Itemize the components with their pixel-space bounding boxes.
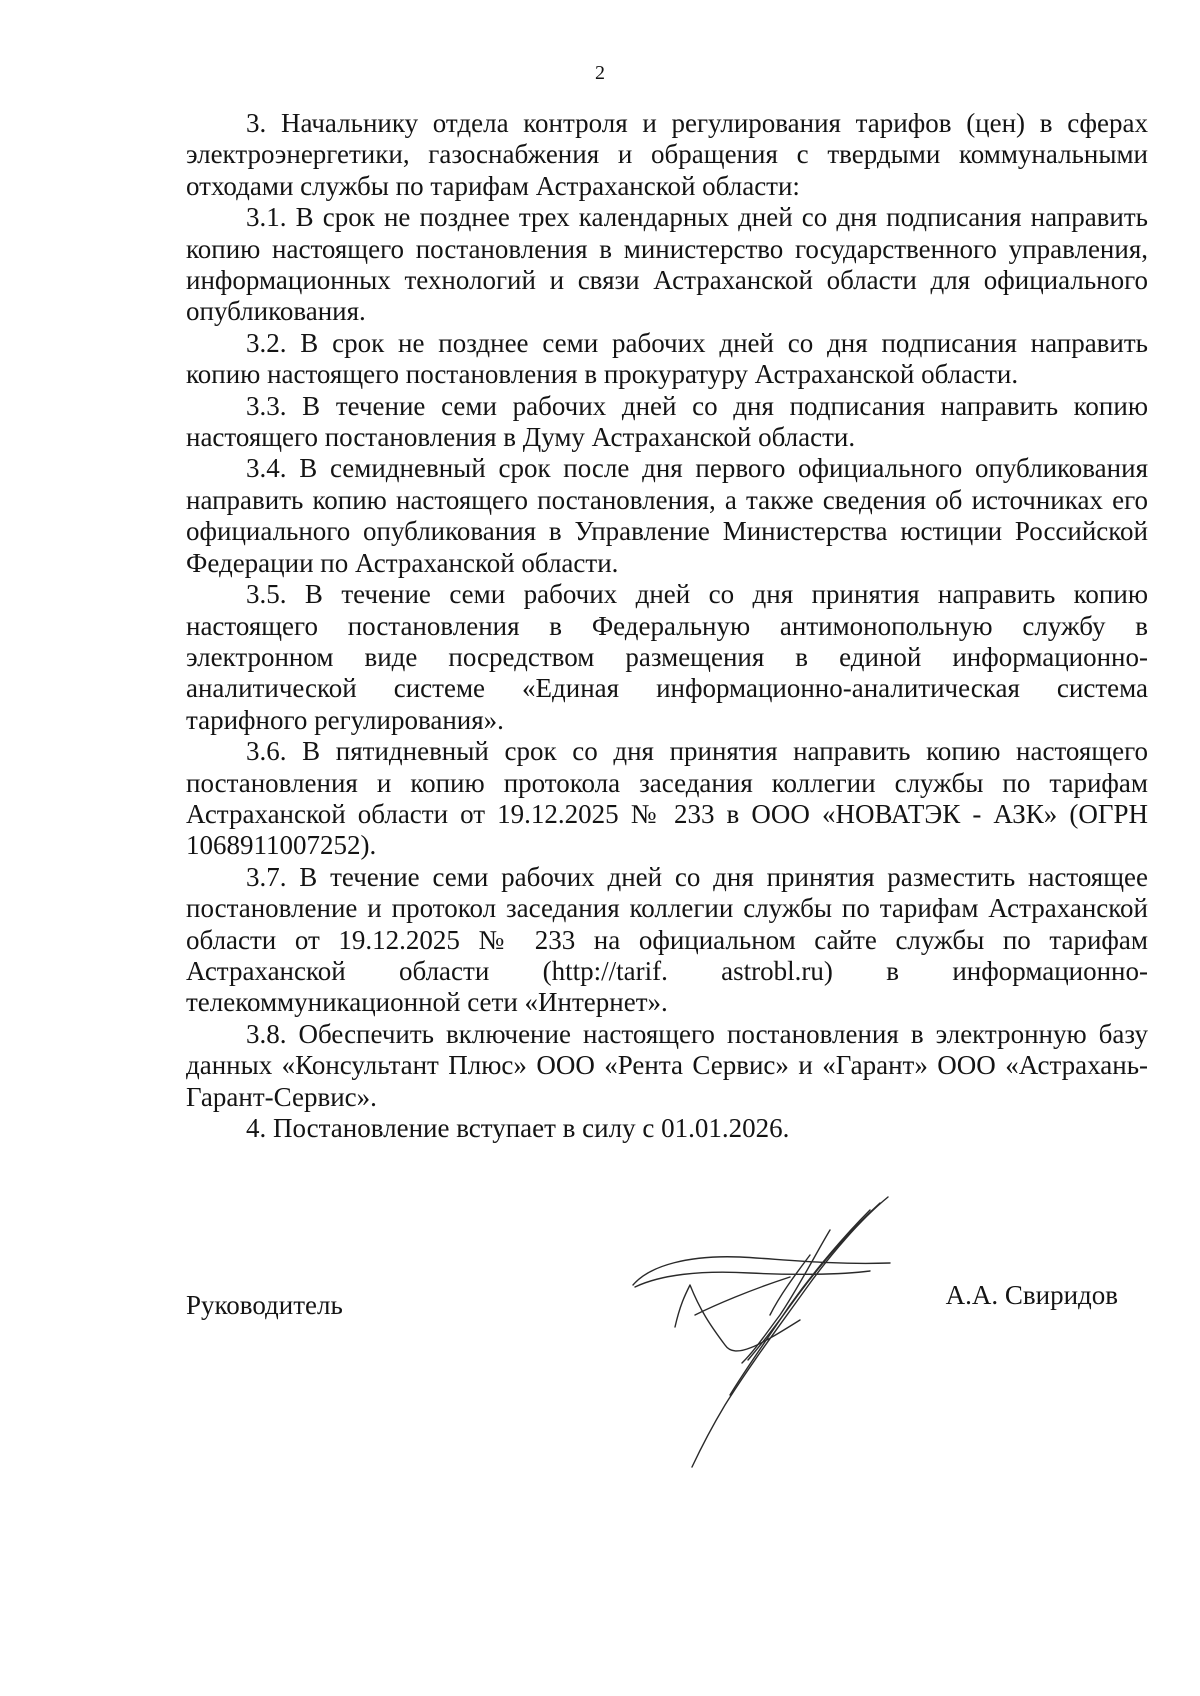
page-number: 2 bbox=[595, 62, 605, 84]
signer-name: А.А. Свиридов bbox=[945, 1280, 1118, 1310]
paragraph-3-2: 3.2. В срок не позднее семи рабочих дней со дня подписания направить копию настоящего постановления в прокуратуру Астраханской области. bbox=[186, 327, 1148, 390]
paragraph-3-1: 3.1. В срок не позднее трех календарных дней со дня подписания направить копию настоящего постановления в министерство государственного управления, информационных технологий и связи Астраханской области для официального опубликования. bbox=[186, 202, 1148, 327]
document-body bbox=[186, 108, 1148, 1144]
paragraph-3: 3. Начальнику отдела контроля и регулирования тарифов (цен) в сферах электроэнергетики, газоснабжения и обращения с твердыми коммунальными отходами службы по тарифам Астраханской области: bbox=[186, 108, 1148, 201]
paragraph-3-4: 3.4. В семидневный срок после дня первого официального опубликования направить копию настоящего постановления, а также сведения об источниках его официального опубликования в Управление Министерства юстиции Российской Федерации по Астраханской области. bbox=[186, 453, 1148, 578]
paragraph-3-8: 3.8. Обеспечить включение настоящего постановления в электронную базу данных «Консультант Плюс» ООО «Рента Сервис» и «Гарант» ООО «Астрахань-Гарант-Сервис». bbox=[186, 1018, 1148, 1112]
paragraph-3-7: 3.7. В течение семи рабочих дней со дня принятия разместить настоящее постановление и протокол заседания коллегии службы по тарифам Астраханской области от 19.12.2025 № 233 на официальном сайте службы по тарифам Астраханской области (http://tarif. astrobl.ru) в информационно-телекоммуникационной сети «Интернет». bbox=[186, 861, 1148, 1018]
signer-title: Руководитель bbox=[186, 1290, 343, 1320]
paragraph-3-5: 3.5. В течение семи рабочих дней со дня принятия направить копию настоящего постановления в Федеральную антимонопольную службу в электронном виде посредством размещения в единой информационно-аналитической системе «Единая информационно-аналитическая система тарифного регулирования». bbox=[186, 579, 1148, 735]
paragraph-3-6: 3.6. В пятидневный срок со дня принятия направить копию настоящего постановления и копию протокола заседания коллегии службы по тарифам Астраханской области от 19.12.2025 № 233 в ООО «НОВАТЭК - АЗК» (ОГРН 1068911007252). bbox=[186, 736, 1148, 861]
paragraph-4: 4. Постановление вступает в силу с 01.01.2026. bbox=[246, 1113, 790, 1143]
handwritten-signature-icon bbox=[630, 1195, 920, 1475]
paragraph-3-3: 3.3. В течение семи рабочих дней со дня подписания направить копию настоящего постановления в Думу Астраханской области. bbox=[186, 390, 1148, 453]
